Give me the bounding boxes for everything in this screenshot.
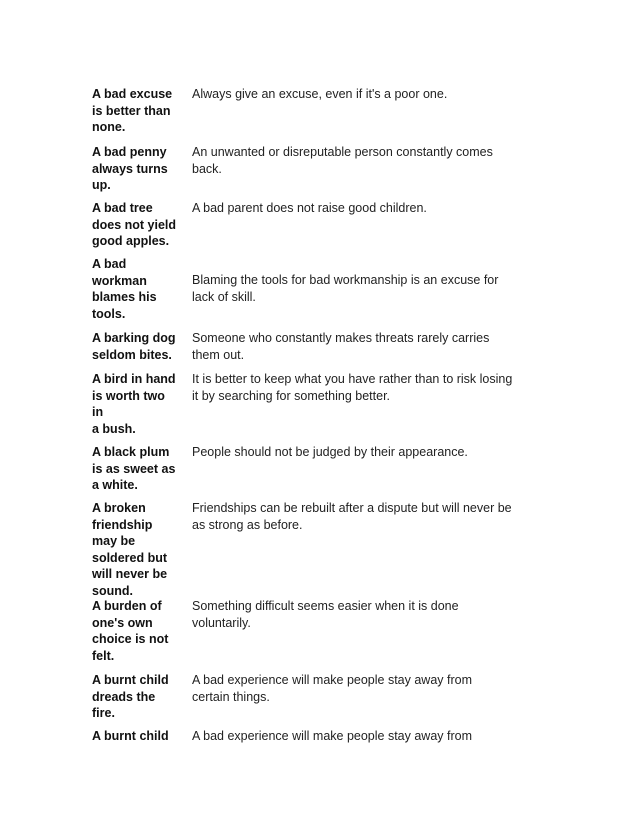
proverb-definition xyxy=(192,371,532,404)
term-line: a bush. xyxy=(92,421,136,436)
definition-line: certain things. xyxy=(192,689,270,704)
term-line: A bad excuse xyxy=(92,87,173,101)
proverb-table xyxy=(92,86,532,748)
definition-line: An unwanted or disreputable person constantly comes xyxy=(192,145,493,159)
term-line: soldered but xyxy=(92,550,168,565)
proverb-term xyxy=(92,330,192,363)
definition-line: voluntarily. xyxy=(192,615,251,630)
proverb-definition xyxy=(192,444,532,461)
term-line: seldom bites. xyxy=(92,347,172,362)
proverb-term xyxy=(92,672,192,722)
term-line: A barking dog xyxy=(92,331,176,345)
term-line: tools. xyxy=(92,306,126,321)
term-line: A burnt child xyxy=(92,729,169,743)
definition-line: them out. xyxy=(192,347,245,362)
term-line: a white. xyxy=(92,478,138,492)
proverb-term xyxy=(92,598,192,664)
definition-line: as strong as before. xyxy=(192,517,303,532)
definition-line: lack of skill. xyxy=(192,289,256,304)
term-line: sound. xyxy=(92,583,133,598)
proverb-term xyxy=(92,200,192,250)
table-row xyxy=(92,256,532,330)
proverb-definition xyxy=(192,144,532,177)
term-line: A black plum xyxy=(92,445,170,459)
term-line: dreads the xyxy=(92,689,156,704)
term-line: A bad penny xyxy=(92,145,167,159)
table-row xyxy=(92,598,532,672)
proverb-term xyxy=(92,500,192,599)
proverb-term xyxy=(92,444,192,494)
term-line: A bad xyxy=(92,257,127,271)
proverb-term xyxy=(92,86,192,136)
definition-line: Friendships can be rebuilt after a dispute but will never be xyxy=(192,501,512,515)
table-row xyxy=(92,444,532,500)
definition-line: A bad experience will make people stay away from xyxy=(192,673,473,687)
term-line: always turns xyxy=(92,161,168,176)
proverb-definition xyxy=(192,256,532,305)
table-row xyxy=(92,330,532,371)
term-line: will never be xyxy=(92,567,168,581)
term-line: is worth two xyxy=(92,388,165,403)
table-row xyxy=(92,728,532,748)
definition-line: A bad parent does not raise good children. xyxy=(192,201,427,215)
definition-line: Always give an excuse, even if it's a poor one. xyxy=(192,87,448,101)
proverb-term xyxy=(92,144,192,194)
proverb-term xyxy=(92,256,192,322)
term-line: fire. xyxy=(92,706,115,720)
term-line: is as sweet as xyxy=(92,461,176,476)
proverb-definition xyxy=(192,728,532,745)
proverb-term xyxy=(92,728,192,745)
term-line: blames his xyxy=(92,290,157,304)
term-line: may be xyxy=(92,534,136,548)
table-row xyxy=(92,500,532,598)
table-row xyxy=(92,86,532,144)
term-line: workman xyxy=(92,273,147,288)
definition-line: it by searching for something better. xyxy=(192,388,391,403)
term-line: none. xyxy=(92,120,126,134)
definition-line: Someone who constantly makes threats rarely carries xyxy=(192,331,490,345)
definition-line: back. xyxy=(192,161,222,176)
term-line: A burnt child xyxy=(92,673,169,687)
table-row xyxy=(92,672,532,728)
definition-line: Blaming the tools for bad workmanship is an excuse for xyxy=(192,273,499,287)
definition-line: Something difficult seems easier when it is done xyxy=(192,599,459,613)
proverb-definition xyxy=(192,672,532,705)
term-line: felt. xyxy=(92,648,115,663)
proverb-term xyxy=(92,371,192,437)
proverb-definition xyxy=(192,200,532,217)
term-line: up. xyxy=(92,178,111,192)
term-line: A burden of xyxy=(92,599,162,613)
term-line: in xyxy=(92,405,104,419)
proverb-definition xyxy=(192,330,532,363)
term-line: good apples. xyxy=(92,234,170,248)
definition-line: People should not be judged by their appearance. xyxy=(192,445,468,459)
table-row xyxy=(92,200,532,256)
proverb-definition xyxy=(192,86,532,103)
term-line: one's own xyxy=(92,615,153,630)
term-line: friendship xyxy=(92,517,153,532)
term-line: A broken xyxy=(92,501,146,515)
term-line: A bird in hand xyxy=(92,372,176,386)
definition-line: A bad experience will make people stay away from xyxy=(192,729,473,743)
proverb-definition xyxy=(192,598,532,631)
definition-line: It is better to keep what you have rather than to risk losing xyxy=(192,372,513,386)
table-row xyxy=(92,144,532,200)
term-line: choice is not xyxy=(92,632,169,646)
term-line: is better than xyxy=(92,103,171,118)
term-line: A bad tree xyxy=(92,201,153,215)
table-row xyxy=(92,371,532,444)
proverb-definition xyxy=(192,500,532,533)
term-line: does not yield xyxy=(92,217,177,232)
